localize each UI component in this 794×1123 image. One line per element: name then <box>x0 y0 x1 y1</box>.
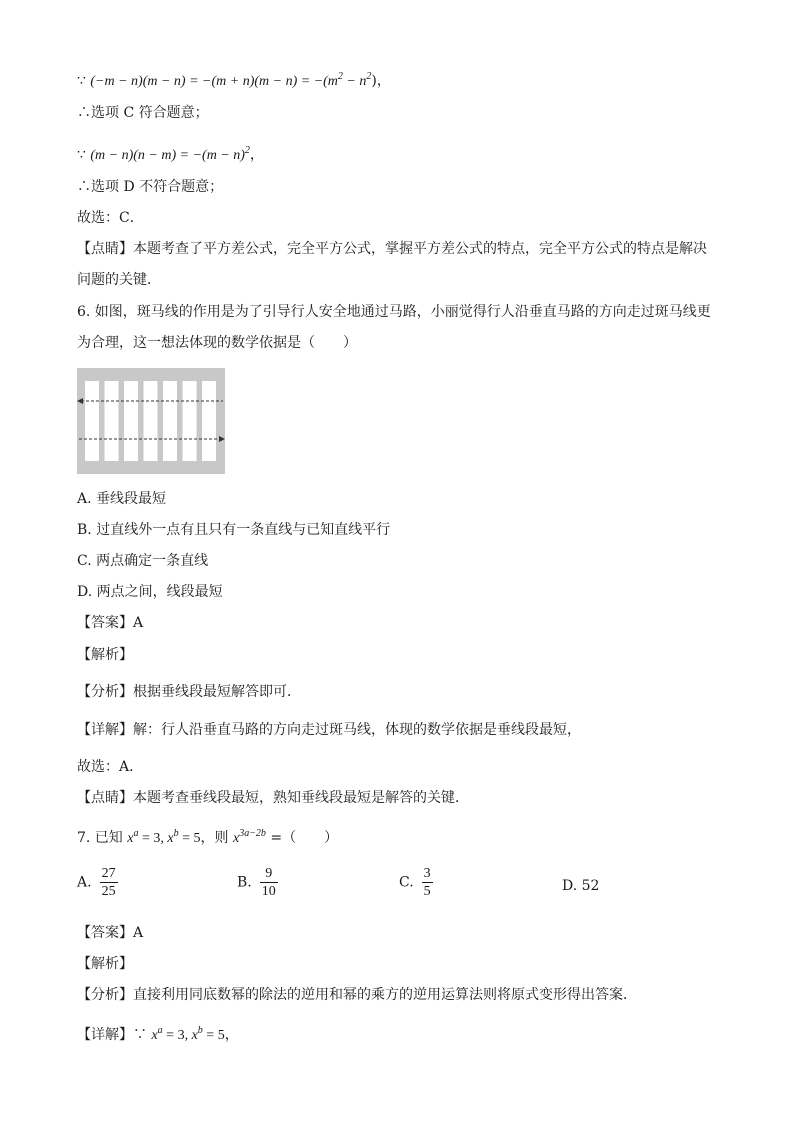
q6-dianjing: 【点睛】本题考查垂线段最短，熟知垂线段最短是解答的关键． <box>77 790 469 806</box>
q6-option-a: A. 垂线段最短 <box>77 491 167 507</box>
zebra-stripe <box>105 381 119 461</box>
crosswalk-svg <box>77 368 225 474</box>
q7-option-a: A. $\frac{27}{25}$ <box>77 866 116 899</box>
fraction-b: $\frac{9}{10}$ <box>261 866 276 899</box>
equation-text: $(-m - n)(m - n) = -(m + n)(m - n) = -(m^2 - n^2$ <box>90 71 372 89</box>
q6-analysis-heading: 【解析】 <box>77 647 133 663</box>
conclusion-line-d: ∴选项 D 不符合题意； <box>77 179 224 195</box>
q7-option-d: D. 52 <box>562 878 600 894</box>
zebra-stripe <box>163 381 177 461</box>
q7-stem: 7. 已知 $x^a = 3$, $x^b = 5$，则 $x^{3a-2b}$ =（ ） <box>77 828 339 846</box>
comment-line-1: 【点睛】本题考查了平方差公式，完全平方公式，掌握平方差公式的特点，完全平方公式的特点是解决 <box>77 241 707 257</box>
because-symbol: ∵ <box>77 73 86 89</box>
q6-answer: 【答案】A <box>77 615 144 631</box>
q7-fenxi: 【分析】直接利用同底数幂的除法的逆用和幂的乘方的逆用运算法则将原式变形得出答案． <box>77 987 637 1003</box>
crosswalk-figure <box>77 368 225 474</box>
zebra-stripe <box>144 381 158 461</box>
q6-fenxi: 【分析】根据垂线段最短解答即可． <box>77 684 301 700</box>
q6-choice: 故选：A． <box>77 759 144 775</box>
equation-line-1: ∵ $(-m - n)(m - n) = -(m + n)(m - n) = -(m^2 - n^2)$， <box>77 71 391 89</box>
q7-option-b: B. $\frac{9}{10}$ <box>237 866 276 899</box>
q6-option-c: C. 两点确定一条直线 <box>77 553 209 569</box>
q7-xiangjie: 【详解】∵ $x^a = 3$, $x^b = 5$， <box>77 1025 239 1043</box>
zebra-stripe <box>202 381 216 461</box>
choice-line: 故选：C． <box>77 210 144 226</box>
fraction-a: $\frac{27}{25}$ <box>101 866 116 899</box>
zebra-stripes <box>85 381 216 461</box>
q7-option-c: C. $\frac{3}{5}$ <box>399 866 431 899</box>
comment-line-2: 问题的关键． <box>77 272 161 288</box>
q6-xiangjie: 【详解】解：行人沿垂直马路的方向走过斑马线，体现的数学依据是垂线段最短， <box>77 722 581 738</box>
fraction-c: $\frac{3}{5}$ <box>423 866 431 899</box>
q6-option-d: D. 两点之间，线段最短 <box>77 584 223 600</box>
q6-option-b: B. 过直线外一点有且只有一条直线与已知直线平行 <box>77 522 391 538</box>
zebra-stripe <box>183 381 197 461</box>
q6-stem-line-2: 为合理，这一想法体现的数学依据是（ ） <box>77 335 357 351</box>
conclusion-line-c: ∴选项 C 符合题意； <box>77 105 209 121</box>
q6-stem-line-1: 6. 如图，斑马线的作用是为了引导行人安全地通过马路，小丽觉得行人沿垂直马路的方向走过斑马线更 <box>77 304 711 320</box>
q7-analysis-heading: 【解析】 <box>77 956 133 972</box>
q7-answer: 【答案】A <box>77 925 144 941</box>
zebra-stripe <box>85 381 99 461</box>
equation-line-2: ∵ $(m - n)(n - m) = -(m - n)^2$， <box>77 145 264 163</box>
zebra-stripe <box>124 381 138 461</box>
